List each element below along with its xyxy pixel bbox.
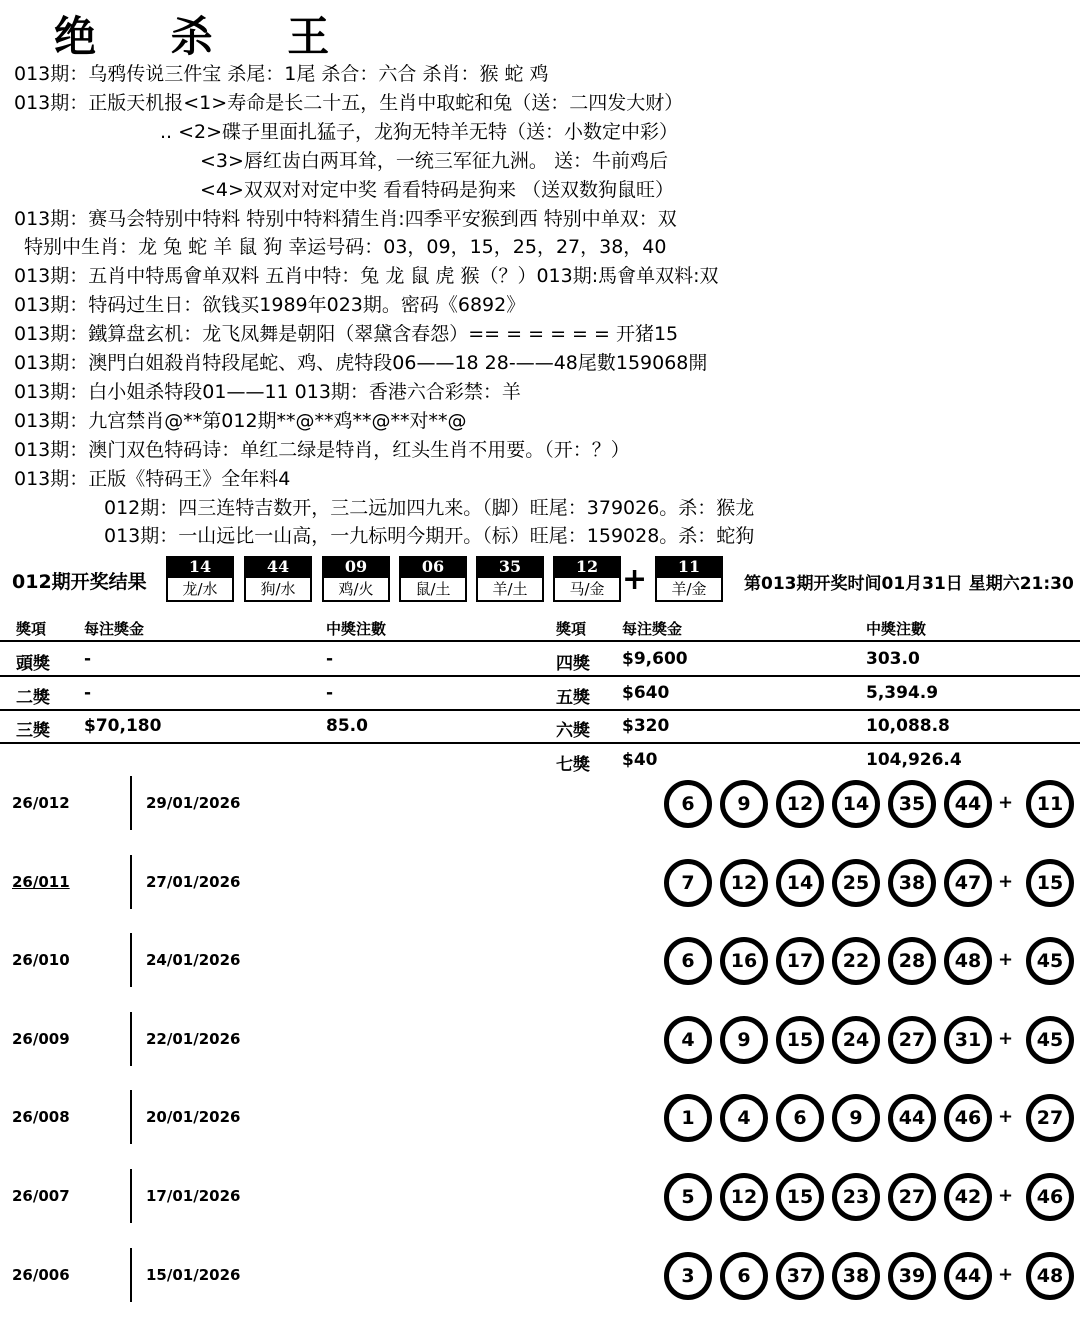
history-ball: 15 <box>776 1016 824 1064</box>
history-special-ball: 48 <box>1026 1252 1074 1300</box>
ball-number: 44 <box>244 556 312 578</box>
history-ball: 44 <box>944 780 992 828</box>
history-period: 26/007 <box>12 1187 70 1205</box>
prize-cell: 10,088.8 <box>866 716 950 736</box>
next-draw-time: 第013期开奖时间01月31日 星期六21:30 <box>744 574 1074 594</box>
row-divider <box>130 855 132 909</box>
prize-cell: 三獎 <box>16 721 50 741</box>
history-ball: 14 <box>832 780 880 828</box>
prize-cell: 85.0 <box>326 716 368 736</box>
text-line: 012期：四三连特吉数开，三二远加四九来。（脚）旺尾：379026。杀：猴龙 <box>104 496 755 519</box>
history-plus: + <box>998 792 1014 813</box>
history-ball: 44 <box>944 1252 992 1300</box>
history-special-ball: 45 <box>1026 937 1074 985</box>
prize-cell: 四獎 <box>556 654 590 674</box>
history-ball: 6 <box>664 780 712 828</box>
prize-header-cell: 中獎注數 <box>866 620 927 638</box>
history-ball: 16 <box>720 937 768 985</box>
history-row <box>0 1004 1080 1082</box>
history-ball: 23 <box>832 1173 880 1221</box>
history-period: 26/010 <box>12 951 70 970</box>
text-line: 013期：特码过生日：欲钱买1989年023期。密码《6892》 <box>14 294 526 317</box>
ball-zodiac: 龙/水 <box>166 578 234 602</box>
history-date: 27/01/2026 <box>146 872 241 891</box>
history-ball: 15 <box>776 1173 824 1221</box>
history-special-ball: 11 <box>1026 780 1074 828</box>
prize-cell: $9,600 <box>622 649 688 669</box>
prize-header-cell: 中獎注數 <box>326 620 387 638</box>
ball-zodiac: 羊/土 <box>476 578 544 602</box>
history-row <box>0 1240 1080 1318</box>
row-divider <box>130 1169 132 1223</box>
prize-cell: 5,394.9 <box>866 682 939 703</box>
history-ball: 42 <box>944 1173 992 1221</box>
prize-cell: - <box>84 649 92 669</box>
history-ball: 3 <box>664 1252 712 1300</box>
prize-cell: $320 <box>622 716 670 736</box>
text-line: 013期：澳门双色特码诗：单红二绿是特肖，红头生肖不用要。（开：？） <box>14 438 630 461</box>
table-divider <box>0 640 1080 642</box>
history-date: 15/01/2026 <box>146 1265 241 1284</box>
history-ball: 38 <box>888 859 936 907</box>
prize-cell: - <box>326 649 334 669</box>
history-period: 26/006 <box>12 1265 70 1284</box>
row-divider <box>130 1012 132 1066</box>
prize-cell: - <box>326 682 334 703</box>
history-period: 26/011 <box>12 872 70 891</box>
text-line: 013期：白小姐杀特段01——11 013期：香港六合彩禁：羊 <box>14 380 521 403</box>
history-ball: 9 <box>720 780 768 828</box>
prize-cell: $640 <box>622 682 670 703</box>
history-ball: 7 <box>664 859 712 907</box>
draw-ball <box>476 556 544 604</box>
history-ball: 27 <box>888 1173 936 1221</box>
history-period: 26/009 <box>12 1029 70 1048</box>
ball-number: 35 <box>476 556 544 578</box>
text-line: 特别中生肖：龙 兔 蛇 羊 鼠 狗 幸运号码：03，09，15，25，27，38，40 <box>24 236 667 259</box>
text-line: 013期：鐵算盘玄机：龙飞凤舞是朝阳（翠黛含春怨）== = = = = = 开猪15 <box>14 323 679 346</box>
row-divider <box>130 1248 132 1302</box>
prize-header-cell: 獎項 <box>556 620 587 638</box>
text-line: 013期：乌鸦传说三件宝 杀尾：1尾 杀合：六合 杀肖：猴 蛇 鸡 <box>14 63 549 85</box>
history-row <box>0 768 1080 846</box>
history-plus: + <box>998 1263 1014 1285</box>
history-date: 22/01/2026 <box>146 1029 241 1048</box>
history-ball: 35 <box>888 780 936 828</box>
history-plus: + <box>998 1106 1014 1128</box>
draw-ball <box>322 556 390 604</box>
history-period: 26/008 <box>12 1108 70 1127</box>
row-divider <box>130 933 132 987</box>
history-ball: 46 <box>944 1094 992 1142</box>
history-ball: 14 <box>776 859 824 907</box>
ball-number: 12 <box>553 556 621 578</box>
history-plus: + <box>998 1185 1014 1206</box>
history-date: 20/01/2026 <box>146 1108 241 1127</box>
prize-cell: $40 <box>622 749 658 770</box>
text-line: <3>唇红齿白两耳耸，一统三军征九洲。 送：牛前鸡后 <box>200 149 668 172</box>
prize-header-cell: 每注獎金 <box>622 620 683 638</box>
history-date: 17/01/2026 <box>146 1187 241 1205</box>
text-line: 013期：一山远比一山高，一九标明今期开。（标）旺尾：159028。杀：蛇狗 <box>104 525 755 548</box>
history-ball: 22 <box>832 937 880 985</box>
history-row <box>0 925 1080 1003</box>
history-period: 26/012 <box>12 794 70 812</box>
row-divider <box>130 776 132 830</box>
page-title: 绝 杀 王 <box>54 12 360 61</box>
history-ball: 4 <box>664 1016 712 1064</box>
draw-result-label: 012期开奖结果 <box>12 571 147 593</box>
history-ball: 12 <box>720 1173 768 1221</box>
ball-number: 06 <box>399 556 467 578</box>
history-ball: 48 <box>944 937 992 985</box>
history-special-ball: 15 <box>1026 859 1074 907</box>
text-line: <4>双双对对定中奖 看看特码是狗来 （送双数狗鼠旺） <box>200 178 675 201</box>
ball-number: 14 <box>166 556 234 578</box>
history-ball: 1 <box>664 1094 712 1142</box>
prize-cell: - <box>84 682 92 703</box>
draw-ball <box>244 556 312 604</box>
history-row <box>0 1082 1080 1160</box>
history-ball: 6 <box>720 1252 768 1300</box>
prize-cell: 303.0 <box>866 649 920 669</box>
plus-sign: + <box>622 562 648 597</box>
history-plus: + <box>998 1027 1014 1049</box>
draw-ball <box>399 556 467 604</box>
prize-row <box>0 677 1080 710</box>
history-ball: 44 <box>888 1094 936 1142</box>
ball-zodiac: 羊/金 <box>655 578 723 602</box>
prize-header-cell: 獎項 <box>16 620 47 638</box>
history-date: 24/01/2026 <box>146 951 241 970</box>
prize-cell: $70,180 <box>84 716 162 736</box>
history-row <box>0 847 1080 925</box>
draw-ball <box>553 556 621 604</box>
history-ball: 12 <box>776 780 824 828</box>
history-special-ball: 27 <box>1026 1094 1074 1142</box>
history-plus: + <box>998 949 1014 971</box>
history-ball: 17 <box>776 937 824 985</box>
history-ball: 31 <box>944 1016 992 1064</box>
text-line: 013期：正版《特码王》全年料4 <box>14 467 291 490</box>
ball-zodiac: 狗/水 <box>244 578 312 602</box>
history-ball: 6 <box>664 937 712 985</box>
history-ball: 9 <box>832 1094 880 1142</box>
prize-cell: 六獎 <box>556 721 590 741</box>
history-ball: 28 <box>888 937 936 985</box>
ball-zodiac: 马/金 <box>553 578 621 602</box>
history-ball: 6 <box>776 1094 824 1142</box>
history-ball: 37 <box>776 1252 824 1300</box>
history-ball: 4 <box>720 1094 768 1142</box>
prize-row <box>0 643 1080 676</box>
ball-number: 09 <box>322 556 390 578</box>
history-special-ball: 45 <box>1026 1016 1074 1064</box>
ball-number: 11 <box>655 556 723 578</box>
history-plus: + <box>998 870 1014 892</box>
prize-cell: 104,926.4 <box>866 749 962 770</box>
history-ball: 47 <box>944 859 992 907</box>
history-ball: 38 <box>832 1252 880 1300</box>
history-special-ball: 46 <box>1026 1173 1074 1221</box>
row-divider <box>130 1090 132 1144</box>
history-ball: 27 <box>888 1016 936 1064</box>
ball-zodiac: 鼠/土 <box>399 578 467 602</box>
prize-row <box>0 710 1080 743</box>
ball-zodiac: 鸡/火 <box>322 578 390 602</box>
draw-ball <box>166 556 234 604</box>
history-ball: 24 <box>832 1016 880 1064</box>
history-row <box>0 1161 1080 1239</box>
history-ball: 9 <box>720 1016 768 1064</box>
prize-cell: 五獎 <box>556 687 590 708</box>
text-line: .. <2>碟子里面扎猛子，龙狗无特羊无特（送：小数定中彩） <box>160 120 679 143</box>
history-date: 29/01/2026 <box>146 794 241 812</box>
history-ball: 39 <box>888 1252 936 1300</box>
text-line: 013期：赛马会特别中特料 特别中特料猜生肖:四季平安猴到西 特别中单双：双 <box>14 207 677 230</box>
prize-header-cell: 每注獎金 <box>84 620 145 638</box>
history-ball: 5 <box>664 1173 712 1221</box>
text-line: 013期：五肖中特馬會单双料 五肖中特：兔 龙 鼠 虎 猴（？）013期:馬會单双料:双 <box>14 265 719 288</box>
prize-cell: 二獎 <box>16 687 50 708</box>
history-ball: 25 <box>832 859 880 907</box>
text-line: 013期：九宫禁肖@**第012期**@**鸡**@**对**@ <box>14 409 467 432</box>
prize-cell: 頭獎 <box>16 654 50 674</box>
draw-special-ball <box>655 556 723 604</box>
history-ball: 12 <box>720 859 768 907</box>
text-line: 013期：澳門白姐殺肖特段尾蛇、鸡、虎特段06——18 28-——48尾數159068開 <box>14 352 708 374</box>
text-line: 013期：正版天机报<1>寿命是长二十五，生肖中取蛇和兔（送：二四发大财） <box>14 91 684 114</box>
prize-cell: 七獎 <box>556 754 590 775</box>
